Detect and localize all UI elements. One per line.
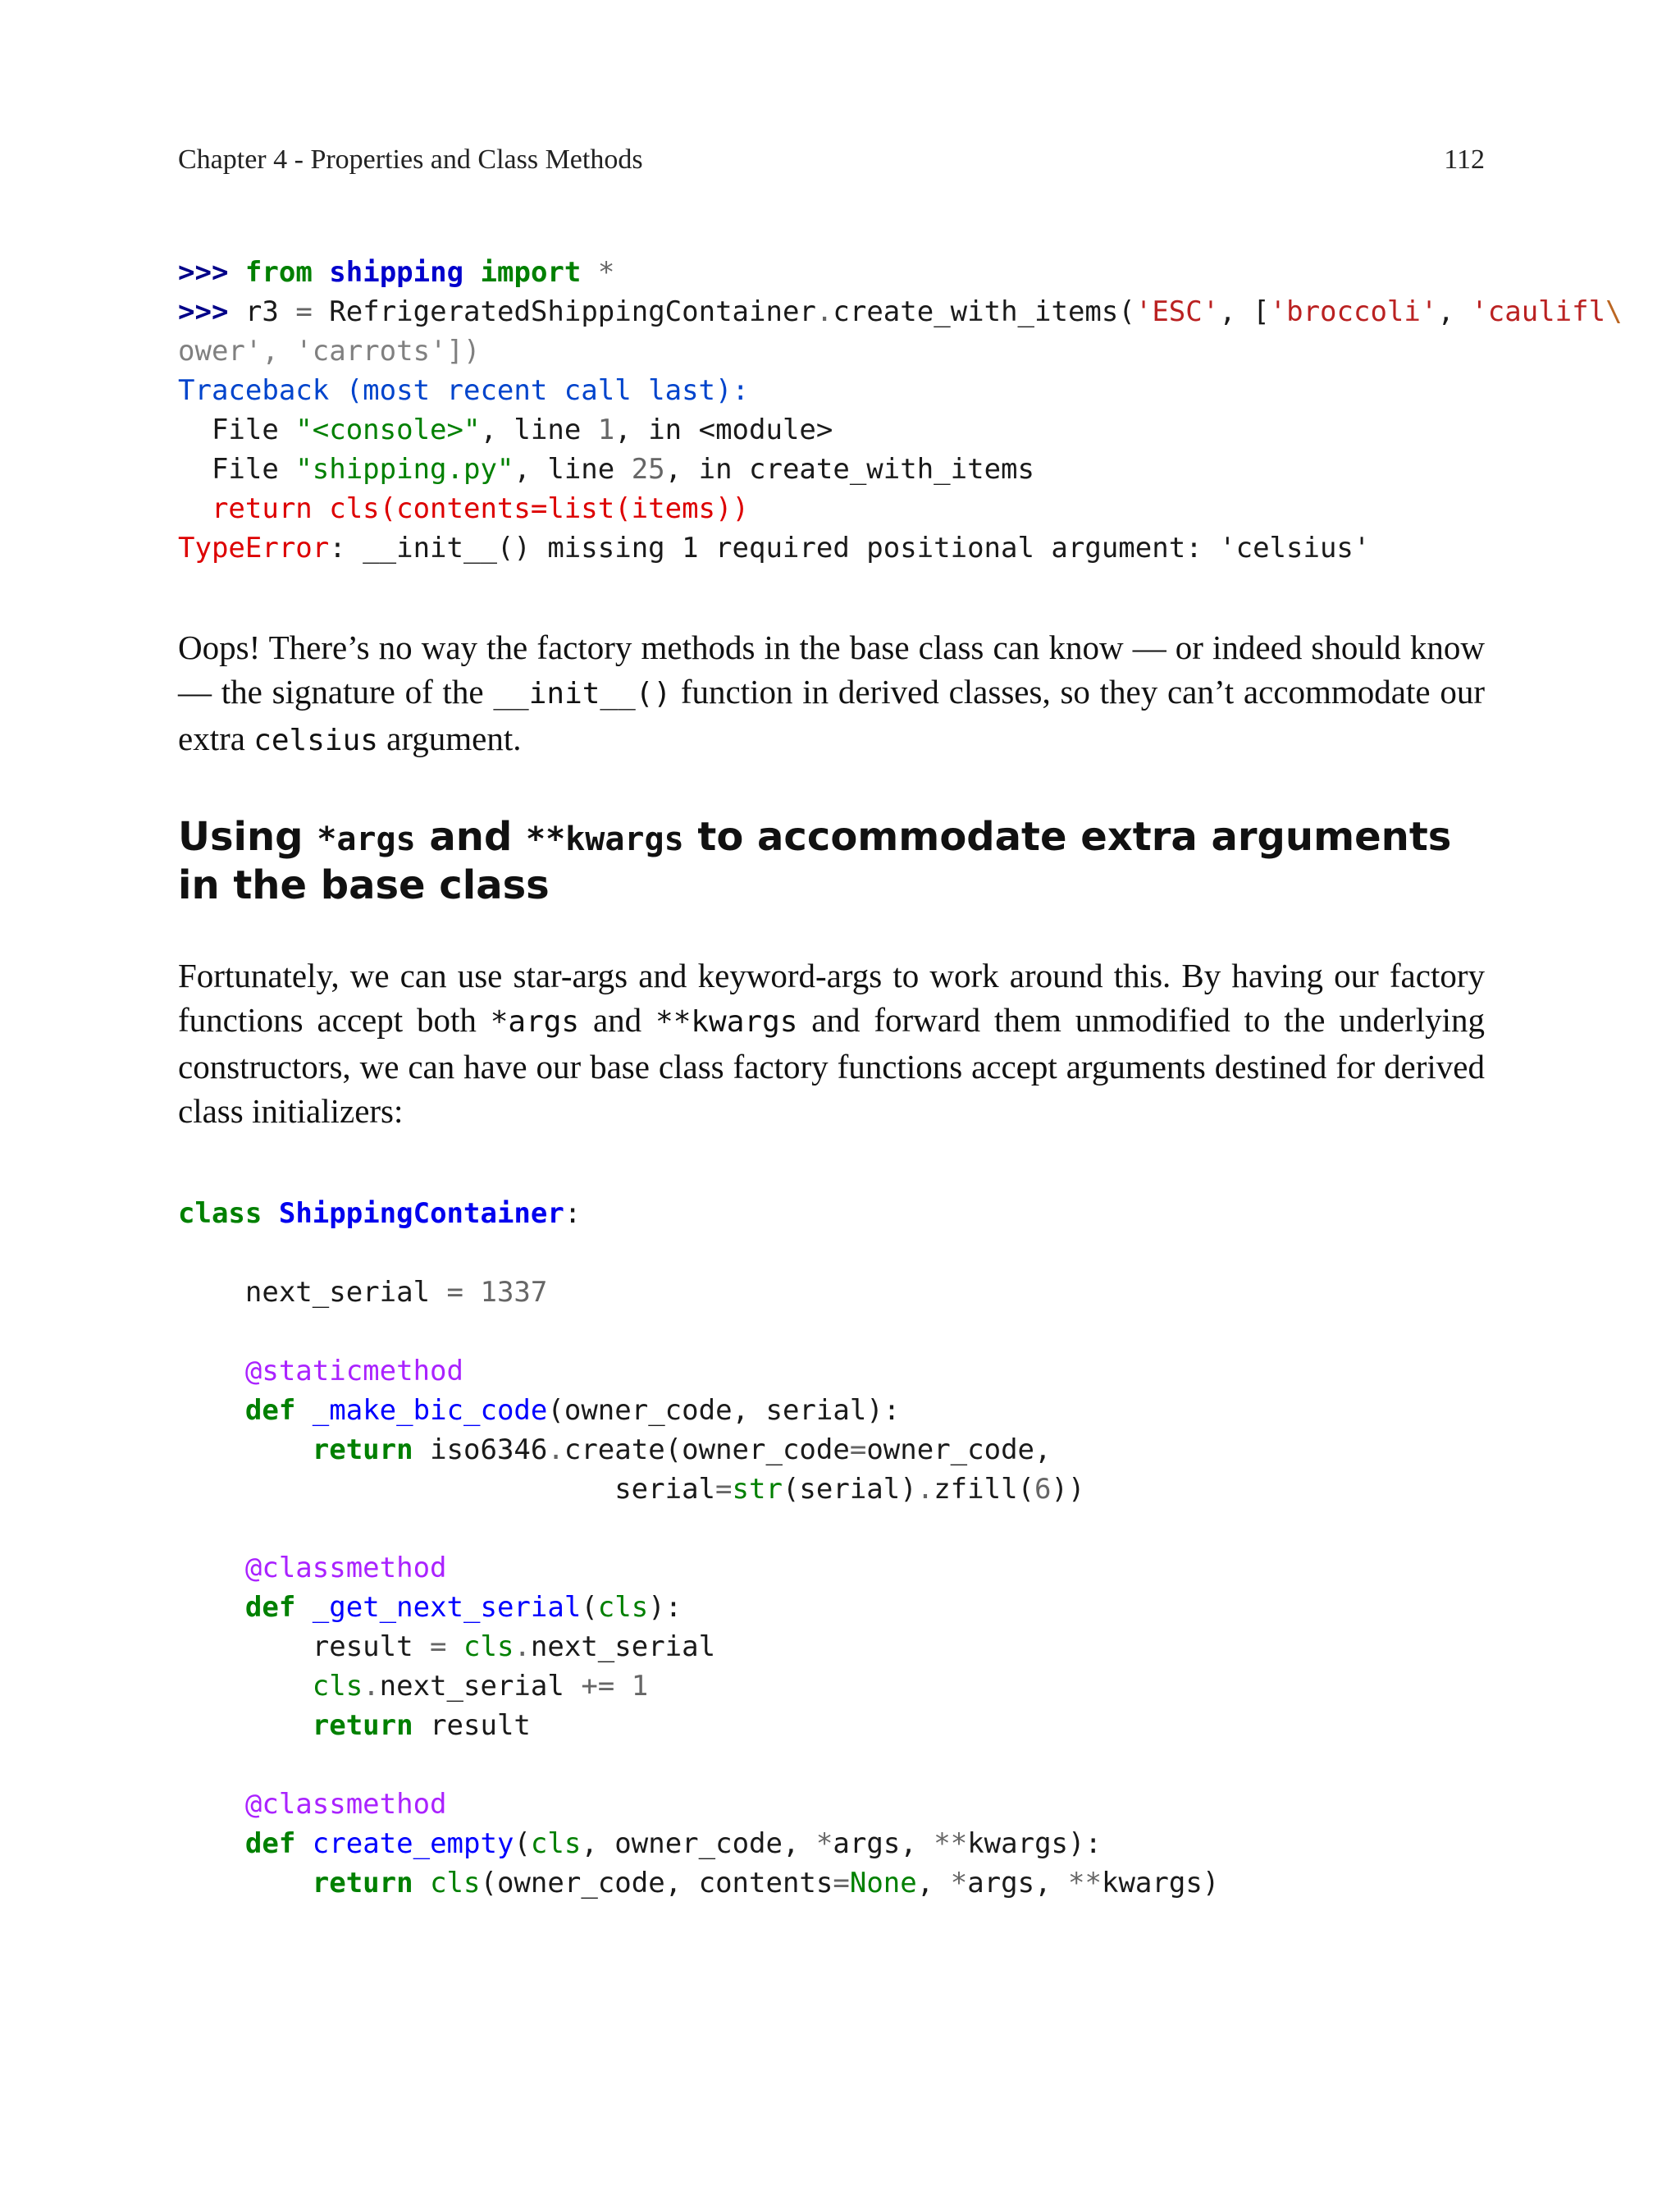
code-line-def: def _get_next_serial(cls): [244, 1591, 682, 1624]
code-line-decorator: @classmethod [178, 1788, 447, 1821]
code-line-7: return cls(contents=list(items)) [178, 492, 749, 525]
code-block-class [178, 1194, 1219, 1903]
inline-code: *args [317, 821, 416, 858]
code-line-4: Traceback (most recent call last): [178, 374, 749, 407]
code-line-return: return iso6346.create(owner_code=owner_code, [312, 1433, 1052, 1466]
code-line-2: >>> r3 = RefrigeratedShippingContainer.create_with_items('ESC', ['broccoli', 'caulifl\ [178, 295, 1623, 328]
inline-code: celsius [253, 724, 378, 757]
code-line-result: result = cls.next_serial [178, 1630, 716, 1663]
inline-code: *args [490, 1005, 580, 1039]
code-line-def: def create_empty(cls, owner_code, *args, **kwargs): [244, 1827, 1102, 1860]
paragraph-1: Oops! There’s no way the factory methods in the base class can know — or indeed should know — the signature of the __init__() function in derived classes, so they can’t accommodate our extra celsius argument. [178, 629, 1485, 757]
code-line-8: TypeError: __init__() missing 1 required positional argument: 'celsius' [178, 532, 1371, 565]
chapter-title: Chapter 4 - Properties and Class Methods [178, 144, 643, 175]
code-line-next-serial: next_serial = 1337 [178, 1276, 548, 1309]
code-line-3: ower', 'carrots']) [178, 335, 481, 368]
inline-code: **kwargs [655, 1005, 798, 1039]
inline-code: __init__() [493, 677, 672, 711]
code-line-def: def _make_bic_code(owner_code, serial): [244, 1394, 901, 1427]
code-line-increment: cls.next_serial += 1 [312, 1670, 649, 1703]
code-line-serial-arg: serial=str(serial).zfill(6)) [178, 1473, 1085, 1506]
code-line-1: >>> from shipping import * [178, 256, 615, 289]
code-line-decorator: @classmethod [178, 1552, 447, 1584]
code-line-return: return result [312, 1709, 531, 1742]
running-header [178, 144, 1485, 185]
page-number: 112 [1444, 144, 1485, 175]
code-line-5: File "<console>", line 1, in <module> [178, 414, 833, 446]
code-line-decorator: @staticmethod [178, 1355, 463, 1387]
inline-code: **kwargs [526, 821, 684, 858]
code-line-return: return cls(owner_code, contents=None, *args, **kwargs) [312, 1867, 1220, 1899]
code-line-6: File "shipping.py", line 25, in create_with_items [178, 453, 1034, 486]
section-heading: Using *args and **kwargs to accommodate extra arguments in the base class [178, 814, 1452, 908]
paragraph-2: Fortunately, we can use star-args and keyword-args to work around this. By having our factory functions accept both *args and **kwargs and forward them unmodified to the underlying constructors, we can have our base class factory functions accept arguments destined for derived class initializers: [178, 957, 1485, 1130]
code-block-traceback [178, 253, 1623, 568]
code-line-class: class ShippingContainer: [178, 1197, 582, 1230]
